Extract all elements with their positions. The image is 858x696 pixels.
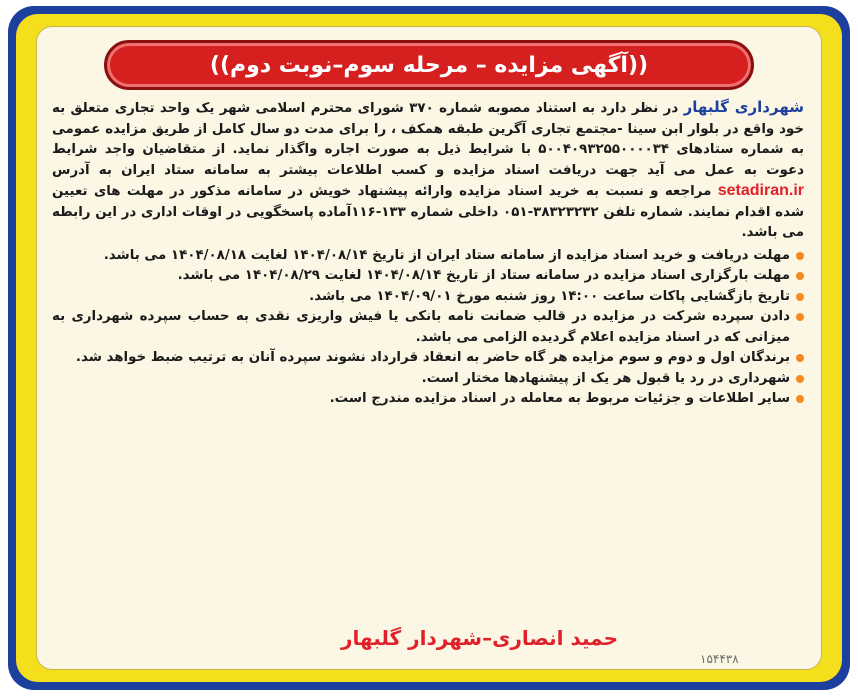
list-item: شهرداری در رد یا قبول هر یک از پیشنهادها مختار است.	[52, 369, 804, 390]
ad-body	[52, 97, 804, 410]
list-item: دادن سپرده شرکت در مزایده در قالب ضمانت نامه بانکی یا فیش واریزی نقدی به حساب سپرده شهرداری به میزانی که در اسناد مزایده اعلام گردیده الزامی می باشد.	[52, 307, 804, 348]
list-item: مهلت بارگزاری اسناد مزایده در سامانه ستاد از تاریخ ۱۴۰۴/۰۸/۱۴ لغایت ۱۴۰۴/۰۸/۲۹ می باشد.	[52, 266, 804, 287]
intro-paragraph	[52, 97, 804, 244]
ad-code: ۱۵۴۴۳۸	[700, 652, 739, 666]
title-banner	[104, 40, 754, 90]
bullet-icon	[796, 375, 804, 383]
intro-text-2: مراجعه و نسبت به خرید اسناد مزایده وارائه پیشنهاد خویش در سامانه مذکور در مهلت های تعیین شده اقدام نمایند. شماره تلفن ۳۸۳۲۳۲۳۲-۰۵۱ داخلی شماره ۱۳۳-۱۱۶آماده پاسخگویی در اوقات اداری در این رابطه می باشد.	[52, 184, 804, 240]
bullet-icon	[796, 293, 804, 301]
intro-text-1: در نظر دارد به استناد مصوبه شماره ۳۷۰ شورای محترم اسلامی شهر یک واحد تجاری متعلق به خود واقع در بلوار ابن سینا -مجتمع تجاری آگرین طبقه همکف ، را برای مدت دو سال کامل از طریق مزایده عمومی به شماره ستادهای ۵۰۰۴۰۹۳۲۵۵۰۰۰۰۳۴ با شرایط ذیل به صورت اجاره واگذار نماید. از متقاضیان واجد شرایط دعوت به عمل می آید جهت دریافت اسناد مزایده و کسب اطلاعات بیشتر به سامانه ستاد ایران به آدرس	[52, 101, 804, 178]
bullet-icon	[796, 313, 804, 321]
list-item: سایر اطلاعات و جزئیات مربوط به معامله در اسناد مزایده مندرج است.	[52, 389, 804, 410]
bullet-icon	[796, 354, 804, 362]
list-item: مهلت دریافت و خرید اسناد مزایده از سامانه ستاد ایران از تاریخ ۱۴۰۴/۰۸/۱۴ لغایت ۱۴۰۴/۰۸/۱۸ می باشد.	[52, 246, 804, 267]
bullet-icon	[796, 272, 804, 280]
ad-title: ((آگهی مزایده – مرحله سوم–نوبت دوم))	[209, 52, 649, 78]
conditions-list	[52, 246, 804, 410]
organization-name: شهرداری گلبهار	[683, 98, 804, 116]
bullet-icon	[796, 252, 804, 260]
list-item: تاریخ بازگشایی پاکات ساعت ۱۴:۰۰ روز شنبه مورخ ۱۴۰۴/۰۹/۰۱ می باشد.	[52, 287, 804, 308]
signature: حمید انصاری–شهردار گلبهار	[340, 626, 618, 650]
list-item: برندگان اول و دوم و سوم مزایده هر گاه حاضر به انعقاد قرارداد نشوند سپرده آنان به ترتیب ضبط خواهد شد.	[52, 348, 804, 369]
bullet-icon	[796, 395, 804, 403]
website-link[interactable]: setadiran.ir	[717, 182, 804, 199]
